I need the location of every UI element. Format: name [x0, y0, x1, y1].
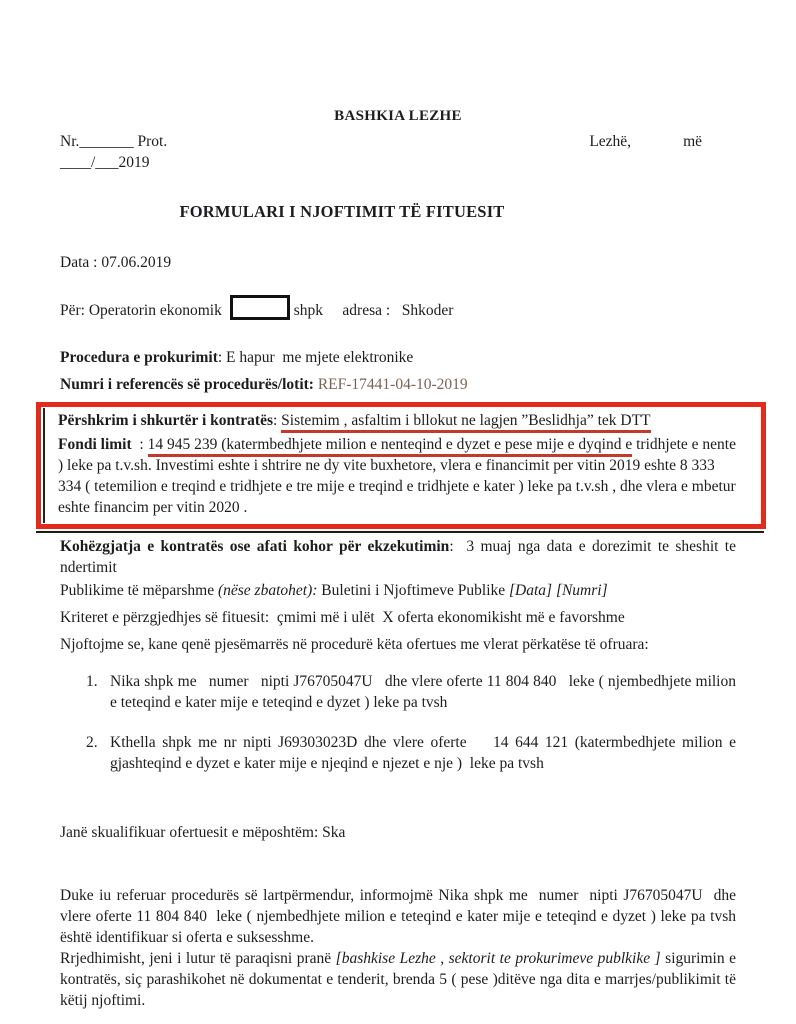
bidders-list — [60, 671, 740, 774]
reference-value: REF-17441-04-10-2019 — [313, 376, 468, 393]
section-divider-line — [36, 531, 764, 533]
recipient-label: Për: Operatorin ekonomik — [60, 302, 226, 319]
contract-section — [43, 408, 761, 523]
fund-colon: : — [131, 436, 148, 453]
red-annotation-box — [36, 402, 766, 529]
duration-value: : 3 muaj nga data e dorezimit te sheshit te ndertimit — [60, 538, 740, 576]
reference-label: Numri i referencës së procedurës/lotit: — [60, 376, 314, 393]
bidder-item-2 — [86, 732, 740, 774]
document-title: FORMULARI I NJOFTIMIT TË FITUESIT — [179, 202, 505, 221]
instruction-authority: [bashkise Lezhe , sektorit te prokurimeve publkike ] — [335, 950, 661, 967]
organization-name: BASHKIA LEZHE — [334, 108, 462, 124]
recipient-line — [60, 295, 736, 321]
selection-criteria-line: Kriteret e përzgjedhjes së fituesit: çmimi më i ulët X oferta ekonomikisht më e favorshme — [60, 609, 625, 626]
description-value-underlined: Sistemim , asfaltim i bllokut ne lagjen ”Beslidhja” tek DTT — [281, 412, 650, 433]
contract-description-line — [58, 410, 741, 431]
procedure-label: Procedura e prokurimit — [60, 349, 218, 366]
instruction-suffix: sigurimin e kontratës, siç parashikohet në dokumentat e tenderit, brenda 5 ( pese )ditëve nga dita e marrjes/publikimit të këtij njoftimi. — [60, 950, 740, 1009]
instruction-paragraph — [60, 948, 740, 1011]
address-value: Shkoder — [401, 302, 454, 319]
publications-prefix: Publikime të mëparshme — [60, 582, 218, 599]
bidder-text: Kthella shpk me nr nipti J69303023D dhe vlere oferte 14 644 121 (katermbedhjete milion e gjashteqind e dyzet e kater mije e njeqind e njezet e nje ) leke pa tvsh — [110, 734, 740, 772]
protocol-number-line: Nr._______ Prot. — [60, 133, 168, 150]
place-date-group — [589, 131, 702, 152]
protocol-row — [60, 131, 736, 152]
description-label: Përshkrim i shkurtër i kontratës — [58, 412, 273, 429]
date-line: Data : 07.06.2019 — [60, 254, 172, 271]
fund-limit-paragraph — [58, 434, 741, 518]
place-label: Lezhë, — [589, 133, 632, 150]
previous-publications-line — [60, 580, 736, 601]
instruction-prefix: Rrjedhimisht, jeni i lutur të paraqisni pranë — [60, 950, 336, 967]
duration-label: Kohëzgjatja e kontratës ose afati kohor për ekzekutimin — [60, 538, 450, 555]
redacted-company-name — [230, 295, 290, 320]
publications-middle: Buletini i Njoftimeve Publike — [317, 582, 509, 599]
fund-value-rest: tridhjete e nente ) leke pa t.v.sh. Investimi eshte i shtrire ne dy vite buxhetore, vlera e financimit per vitin 2019 eshte 8 333 334 ( tetemilion e treqind e tridhjete e tre mije e treqind e tridhjete e kater ) leke pa t.v.sh , dhe vlera e mbetur eshte financim per vitin 2020 . — [58, 436, 740, 516]
reference-number-line — [60, 374, 736, 395]
bidder-number: 2. — [86, 734, 98, 751]
participants-intro-line: Njoftojme se, kane qenë pjesëmarrës në procedurë këta ofertues me vlerat përkatëse të ofruara: — [60, 636, 649, 653]
procurement-procedure-line — [60, 347, 736, 368]
publications-placeholders: [Data] [Numri] — [509, 582, 608, 599]
disqualified-line: Janë skualifikuar ofertuesit e mëposhtëm: Ska — [60, 824, 346, 841]
bidder-text: Nika shpk me numer nipti J76705047U dhe vlere oferte 11 804 840 leke ( njembedhjete milion e teteqind e kater mije e teteqind e dyzet ) leke pa tvsh — [110, 673, 740, 711]
bidder-number: 1. — [86, 673, 98, 690]
contract-duration-line — [60, 536, 740, 578]
company-suffix: shpk — [293, 302, 324, 319]
fund-label: Fondi limit — [58, 436, 132, 453]
date-word: më — [683, 133, 702, 150]
procedure-value: : E hapur me mjete elektronike — [217, 349, 414, 366]
address-label: adresa : — [323, 302, 402, 319]
publications-if-applicable: (nëse zbatohet): — [217, 582, 318, 599]
award-paragraph: Duke iu referuar procedurës së lartpërmendur, informojmë Nika shpk me numer nipti J76705047U dhe vlere oferte 11 804 840 leke ( njembedhjete milion e teteqind e kater mije e teteqind e dyzet ) leke pa tvsh është identifikuar si oferta e suksesshme. — [60, 887, 744, 946]
description-colon: : — [272, 412, 282, 429]
fund-value-underlined: 14 945 239 (katermbedhjete milion e nenteqind e dyzet e pese mije e dyqind e — [148, 436, 633, 457]
bidder-item-1 — [86, 671, 740, 713]
protocol-date-line: ____/___2019 — [60, 154, 150, 171]
